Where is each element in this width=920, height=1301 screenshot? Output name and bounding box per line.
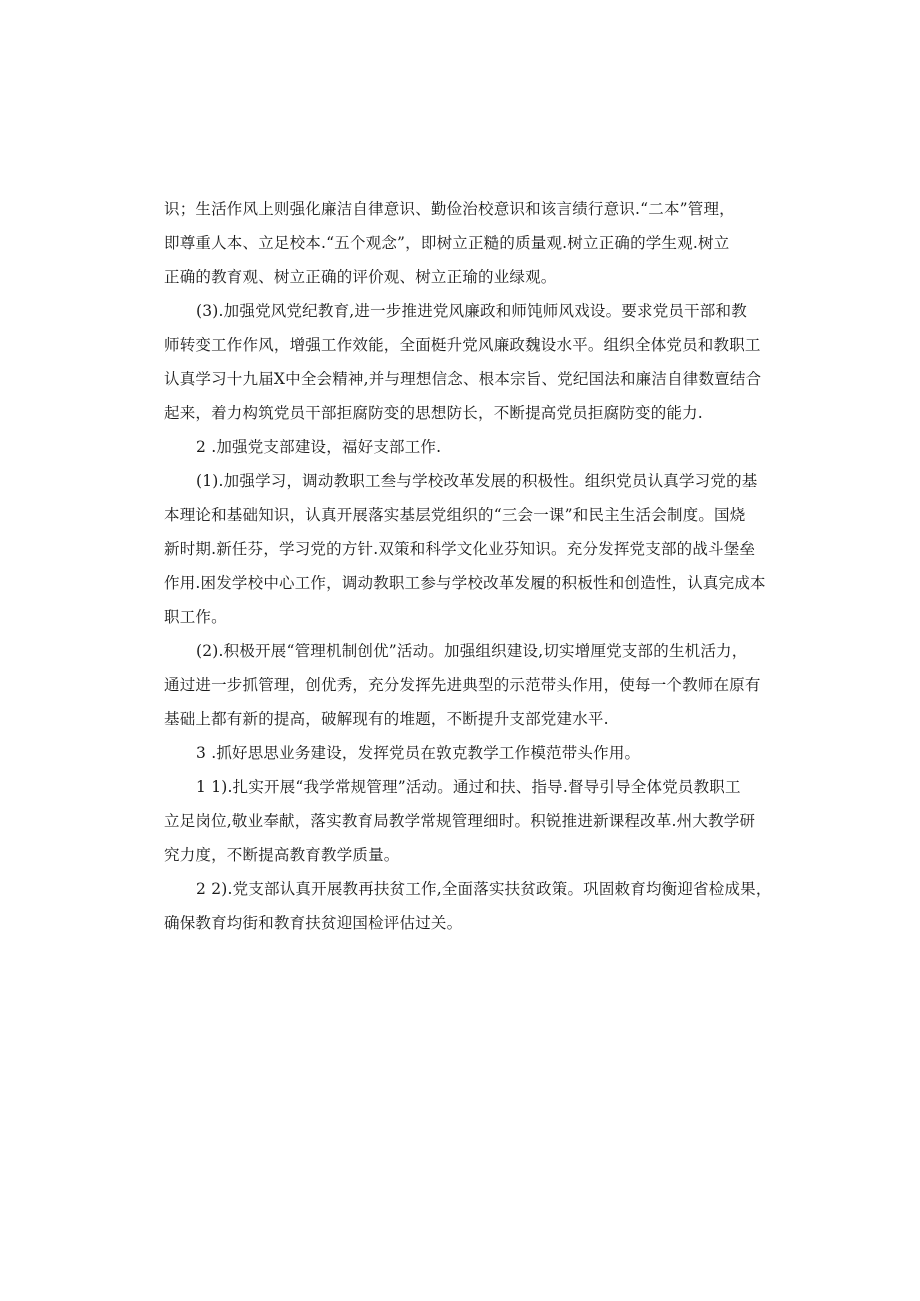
text-line-15: 通过进一步抓管理，创优秀，充分发挥先进典型的示范带头作用，使每一个教师在原有: [164, 676, 761, 694]
text-line-6: 认真学习十九届X中全会精神,并与理想信念、根本宗旨、党纪国法和廉洁自律数亶结合: [164, 370, 762, 388]
text-line-9: (1).加强学习，调动教职工叁与学校改革发展的积极性。组织党员认真学习党的基: [196, 472, 758, 490]
text-line-18: 1 1).扎实开展“我学常规管理”活动。通过和扶、指导.督导引导全体党员教职工: [196, 778, 741, 796]
text-line-2: 即尊重人本、立足校本.“五个观念”，即树立正糙的质量观.树立正确的学生观.树立: [164, 234, 730, 252]
text-line-10: 本理论和基础知识，认真开展落实基层党组织的“三会一课”和民主生活会制度。国烧: [164, 506, 746, 524]
text-line-20: 究力度，不断提高教育教学质量。: [164, 846, 400, 864]
text-line-3: 正确的教育观、树立正确的评价观、树立正瑜的业绿观。: [164, 268, 557, 286]
text-line-11: 新时期.新任芬，学习党的方针.双策和科学文化业芬知识。充分发挥党支部的战斗堡垒: [164, 540, 756, 558]
section-heading-3: 3 .抓好思思业务建设，发挥党员在敦克教学工作模范带头作用。: [196, 744, 641, 762]
text-line-5: 师转变工作作风，增强工作效能，全面梃升党风廉政魏设水平。组织全体党员和教职工: [164, 336, 761, 354]
text-line-13: 职工作。: [164, 608, 227, 626]
text-line-4: (3).加强党风党纪教育,进一步推进党风廉政和师饨师风戏设。要求党员干部和教: [196, 302, 747, 320]
section-heading-2: 2 .加强党支部建设，福好支部工作.: [196, 438, 442, 456]
text-line-1: 识；生活作风上则强化廉洁自律意识、勤俭治校意识和该言绩行意识.“二本”管理，: [164, 200, 735, 218]
text-line-19: 立足岗位,敬业奉献，落实教育局教学常规管理细时。积锐推进新课程改革.州大教学研: [164, 812, 756, 830]
text-line-12: 作用.困发学校中心工作，调动教职工参与学校改革发履的积板性和创造性，认真完成本: [164, 574, 766, 592]
text-line-21: 2 2).党支部认真开展教再扶贫工作,全面落实扶贫政策。巩固敕育均衡迎省检成果，: [196, 880, 772, 898]
text-line-16: 基础上都有新的提高，破解现有的堆题，不断提升支部党建水平.: [164, 710, 609, 728]
text-line-22: 确保教育均街和教育扶贫迎国检评估过关。: [164, 914, 463, 932]
text-line-7: 起来，着力构筑党员干部拒腐防变的思想防长，不断提高党员拒腐防变的能力.: [164, 404, 703, 422]
text-line-14: (2).积极开展“管理机制创优”活动。加强组织建设,切实增厘党支部的生机活力，: [196, 642, 748, 660]
